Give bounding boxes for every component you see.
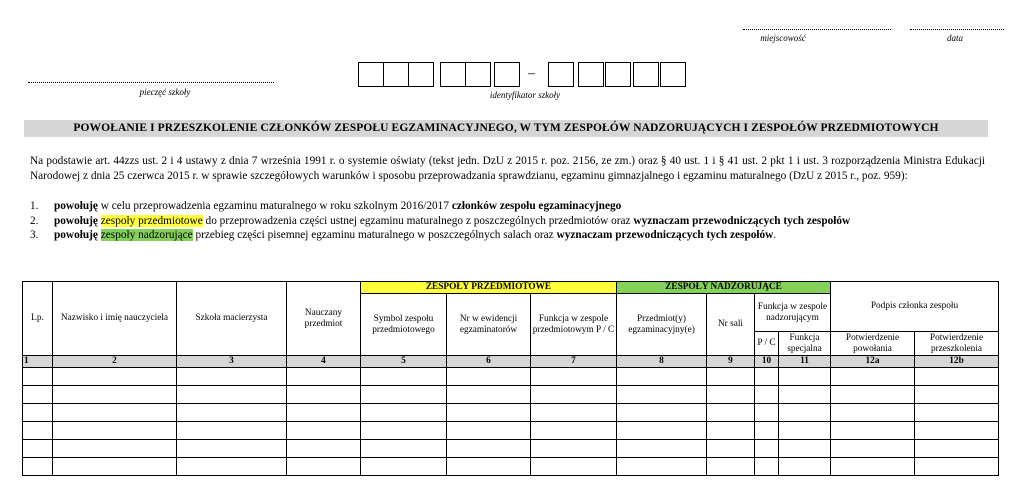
table-row[interactable] <box>23 422 999 440</box>
id-box[interactable] <box>465 62 491 87</box>
column-number: 12a <box>831 356 915 368</box>
id-box[interactable] <box>548 62 574 87</box>
column-number: 9 <box>707 356 755 368</box>
group-subject-teams-header: ZESPOŁY PRZEDMIOTOWE <box>361 282 617 294</box>
column-number: 3 <box>177 356 287 368</box>
col-evidence-header: Nr w ewidencji egzaminatorów <box>447 294 531 356</box>
empty-rows <box>23 368 999 476</box>
table-row[interactable] <box>23 440 999 458</box>
column-number: 4 <box>287 356 361 368</box>
date-caption: data <box>946 33 963 43</box>
list-number: 3. <box>30 229 39 242</box>
item-text: przebieg części pisemnej egzaminu maturalnego w poszczególnych salach oraz <box>192 229 557 242</box>
date-line[interactable] <box>910 29 1004 30</box>
col-exam-subject-header: Przedmiot(y) egzaminacyjny(e) <box>617 294 707 356</box>
col-lp-header: Lp. <box>23 282 53 356</box>
list-item <box>30 199 985 214</box>
id-box[interactable] <box>494 62 520 87</box>
id-dash: – <box>528 66 535 81</box>
bold-phrase: wyznaczam przewodniczących tych zespołów <box>556 229 774 242</box>
col-function-subject-header: Funkcja w zespole przedmiotowym P / C <box>531 294 617 356</box>
col-confirm-training-header: Potwierdzenie przeszkolenia <box>915 332 999 356</box>
column-number: 5 <box>361 356 447 368</box>
id-box[interactable] <box>383 62 409 87</box>
col-room-header: Nr sali <box>707 294 755 356</box>
id-box[interactable] <box>605 62 631 87</box>
bold-phrase: wyznaczam przewodniczących tych zespołów <box>633 214 851 227</box>
id-box[interactable] <box>633 62 659 87</box>
column-number: 12b <box>915 356 999 368</box>
place-line[interactable] <box>743 29 891 30</box>
table-row[interactable] <box>23 368 999 386</box>
col-confirm-appointment-header: Potwierdzenie powołania <box>831 332 915 356</box>
column-number: 2 <box>53 356 177 368</box>
col-special-function-header: Funkcja specjalna <box>779 332 831 356</box>
highlight-subject-teams: zespoły przedmiotowe <box>100 214 203 227</box>
col-name-header: Nazwisko i imię nauczyciela <box>53 282 177 356</box>
decision-list <box>30 199 985 243</box>
stamp-line[interactable] <box>28 82 274 83</box>
list-item <box>30 228 985 243</box>
id-box[interactable] <box>358 62 384 87</box>
item-text: do przeprowadzenia części ustnej egzaminu maturalnego z poszczególnych przedmiotów oraz <box>202 214 634 227</box>
list-number: 2. <box>30 214 39 227</box>
legal-basis-text: Na podstawie art. 44zzs ust. 2 i 4 ustawy z dnia 7 września 1991 r. o systemie oświaty (tekst jedn. DzU z 2015 r. poz. 2156, ze zm.) oraz § 40 ust. 1 i § 41 ust. 2 pkt 1 i ust. 3 rozporządzenia Ministra Edukacji Narodowej z dnia 25 czerwca 2015 r. w sprawie szczegółowych warunków i sposobu przeprowadzania sprawdzianu, egzaminu gimnazjalnego i egzaminu maturalnego (DzU z 2015 r., poz. 959): <box>30 155 985 182</box>
bold-phrase: członków zespołu egzaminacyjnego <box>451 200 622 212</box>
column-number: 10 <box>755 356 779 368</box>
col-symbol-header: Symbol zespołu przedmiotowego <box>361 294 447 356</box>
column-number: 1 <box>23 356 53 368</box>
id-box[interactable] <box>660 62 686 87</box>
column-number: 8 <box>617 356 707 368</box>
column-number: 6 <box>447 356 531 368</box>
col-subject-header: Nauczany przedmiot <box>287 282 361 356</box>
col-function-supervise-header: Funkcja w zespole nadzorującym <box>755 294 831 332</box>
list-number: 1. <box>30 200 39 212</box>
table-row[interactable] <box>23 404 999 422</box>
column-number: 11 <box>779 356 831 368</box>
place-caption: miejscowość <box>760 33 806 43</box>
highlight-supervising-teams: zespoły nadzorujące <box>100 229 193 242</box>
table-row[interactable] <box>23 386 999 404</box>
school-id-caption: identyfikator szkoły <box>489 90 561 100</box>
list-item <box>30 214 985 229</box>
stamp-caption: pieczęć szkoły <box>139 87 191 97</box>
col-school-header: Szkoła macierzysta <box>177 282 287 356</box>
group-supervising-teams-header: ZESPOŁY NADZORUJĄCE <box>617 282 831 294</box>
document-title: POWOŁANIE I PRZESZKOLENIE CZŁONKÓW ZESPOŁU EGZAMINACYJNEGO, W TYM ZESPOŁÓW NADZORUJĄCYCH I ZESPOŁÓW PRZEDMIOTOWYCH <box>24 120 988 137</box>
item-text: . <box>773 229 777 242</box>
legal-basis-paragraph <box>30 154 985 183</box>
bold-phrase: powołuję <box>54 214 98 227</box>
signature-header: Podpis członka zespołu <box>831 282 999 332</box>
column-number-row <box>23 356 999 368</box>
id-box[interactable] <box>578 62 604 87</box>
id-box[interactable] <box>408 62 434 87</box>
bold-phrase: powołuję <box>54 229 98 242</box>
members-table <box>22 281 999 476</box>
col-pc-header: P / C <box>755 332 779 356</box>
bold-phrase: powołuję <box>54 200 98 212</box>
id-box[interactable] <box>440 62 466 87</box>
column-number: 7 <box>531 356 617 368</box>
item-text: w celu przeprowadzenia egzaminu maturalnego w roku szkolnym 2016/2017 <box>97 200 452 212</box>
table-row[interactable] <box>23 458 999 476</box>
